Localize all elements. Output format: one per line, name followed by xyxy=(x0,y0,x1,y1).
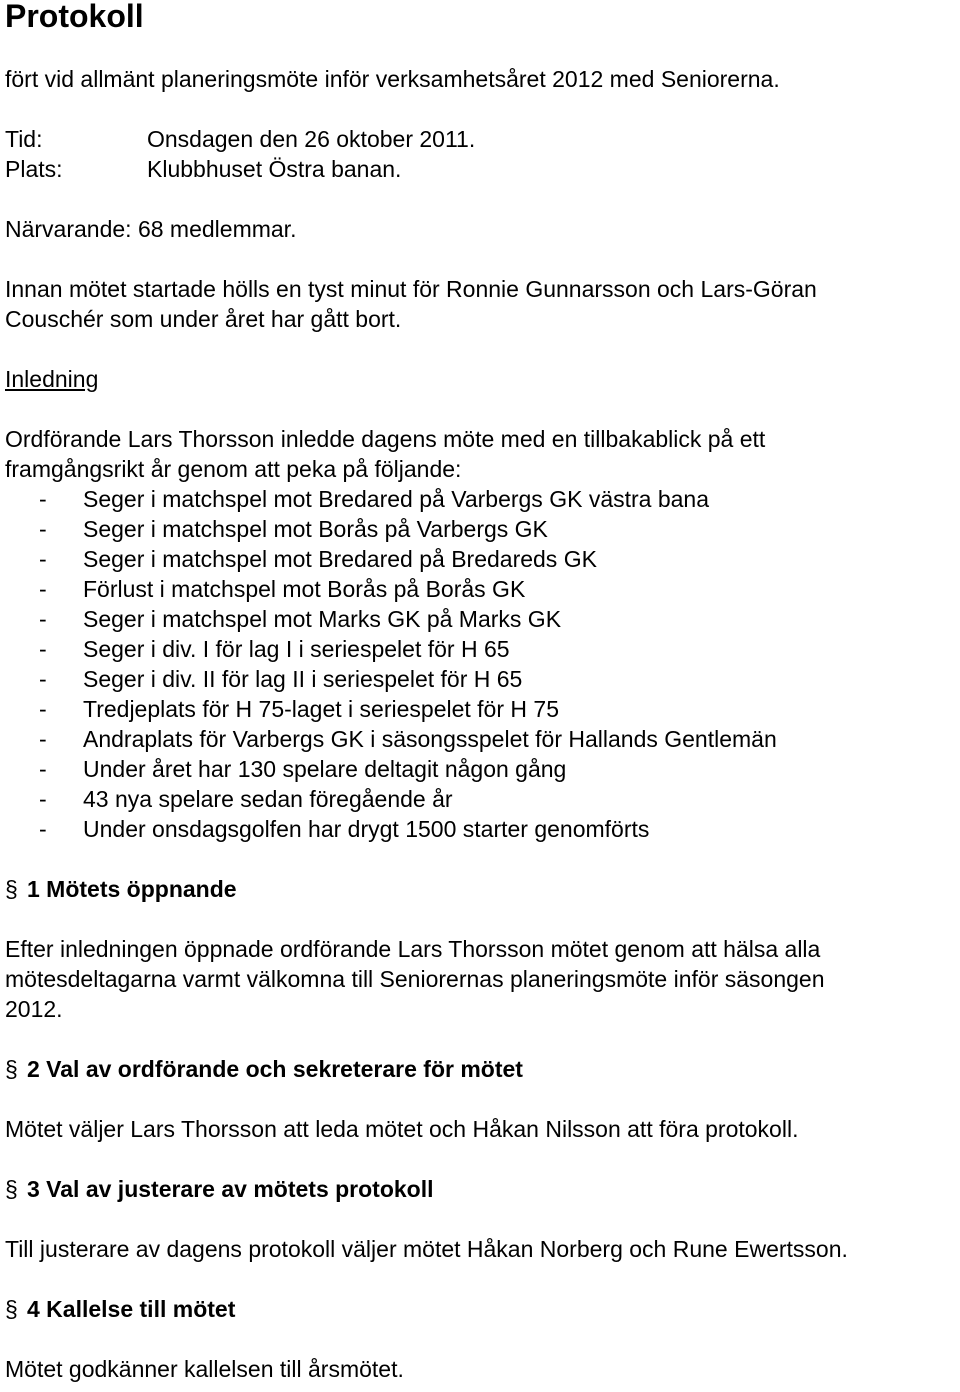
list-item-text: Seger i div. I för lag I i seriespelet för H 65 xyxy=(83,636,510,662)
memorial-line-2: Couschér som under året har gått bort. xyxy=(5,306,402,332)
time-value: Onsdagen den 26 oktober 2011. xyxy=(147,126,476,152)
document-page xyxy=(5,0,955,1384)
section-heading-text: 3 Val av justerare av mötets protokoll xyxy=(27,1176,434,1202)
paragraph-section-icon: § xyxy=(5,1176,18,1202)
list-item xyxy=(5,604,955,634)
inledning-line-2: framgångsrikt år genom att peka på följande: xyxy=(5,456,462,482)
document-title: Protokoll xyxy=(5,0,144,34)
list-item-text: Andraplats för Varbergs GK i säsongsspelet för Hallands Gentlemän xyxy=(83,726,777,752)
section-heading-text: 4 Kallelse till mötet xyxy=(27,1296,236,1322)
place-value: Klubbhuset Östra banan. xyxy=(147,156,402,182)
list-item-text: Förlust i matchspel mot Borås på Borås GK xyxy=(83,576,526,602)
list-item-text: Seger i matchspel mot Marks GK på Marks GK xyxy=(83,606,562,632)
sections-container xyxy=(5,844,955,1384)
list-dash: - xyxy=(39,636,47,662)
list-dash: - xyxy=(39,696,47,722)
section-4-text-line: Mötet godkänner kallelsen till årsmötet. xyxy=(5,1356,404,1382)
list-item xyxy=(5,754,955,784)
meta-time-row xyxy=(5,124,955,154)
list-dash: - xyxy=(39,666,47,692)
list-item xyxy=(5,664,955,694)
section-heading-1 xyxy=(5,874,955,904)
list-dash: - xyxy=(39,726,47,752)
section-1-text-line: mötesdeltagarna varmt välkomna till Seniorernas planeringsmöte inför säsongen xyxy=(5,966,825,992)
list-item-text: Under året har 130 spelare deltagit någon gång xyxy=(83,756,567,782)
memorial-line-1: Innan mötet startade hölls en tyst minut för Ronnie Gunnarsson och Lars-Göran xyxy=(5,276,817,302)
intro-text: fört vid allmänt planeringsmöte inför verksamhetsåret 2012 med Seniorerna. xyxy=(5,66,780,92)
section-heading-4 xyxy=(5,1294,955,1324)
list-item-text: Seger i matchspel mot Bredared på Varbergs GK västra bana xyxy=(83,486,710,512)
list-item xyxy=(5,514,955,544)
list-dash: - xyxy=(39,576,47,602)
place-label: Plats: xyxy=(5,156,63,182)
section-heading-2 xyxy=(5,1054,955,1084)
inledning-line-1: Ordförande Lars Thorsson inledde dagens möte med en tillbakablick på ett xyxy=(5,426,766,452)
section-2-text-line: Mötet väljer Lars Thorsson att leda mötet och Håkan Nilsson att föra protokoll. xyxy=(5,1116,799,1142)
list-item-text: Under onsdagsgolfen har drygt 1500 starter genomförts xyxy=(83,816,650,842)
list-dash: - xyxy=(39,546,47,572)
paragraph-section-icon: § xyxy=(5,876,18,902)
list-item xyxy=(5,484,955,514)
list-item xyxy=(5,814,955,844)
section-heading-3 xyxy=(5,1174,955,1204)
list-item xyxy=(5,694,955,724)
time-label: Tid: xyxy=(5,126,43,152)
list-item-text: Seger i matchspel mot Bredared på Bredareds GK xyxy=(83,546,597,572)
list-dash: - xyxy=(39,816,47,842)
paragraph-section-icon: § xyxy=(5,1056,18,1082)
section-heading-text: 1 Mötets öppnande xyxy=(27,876,237,902)
list-dash: - xyxy=(39,486,47,512)
list-item xyxy=(5,724,955,754)
inledning-heading: Inledning xyxy=(5,366,99,392)
list-item-text: Seger i matchspel mot Borås på Varbergs GK xyxy=(83,516,548,542)
list-dash: - xyxy=(39,756,47,782)
list-item-text: Seger i div. II för lag II i seriespelet för H 65 xyxy=(83,666,523,692)
list-item-text: Tredjeplats för H 75-laget i seriespelet för H 75 xyxy=(83,696,559,722)
list-dash: - xyxy=(39,606,47,632)
list-item xyxy=(5,544,955,574)
section-1-text-line: Efter inledningen öppnade ordförande Lars Thorsson mötet genom att hälsa alla xyxy=(5,936,821,962)
list-item xyxy=(5,634,955,664)
list-item xyxy=(5,784,955,814)
list-item-text: 43 nya spelare sedan föregående år xyxy=(83,786,453,812)
section-3-text-line: Till justerare av dagens protokoll väljer mötet Håkan Norberg och Rune Ewertsson. xyxy=(5,1236,848,1262)
section-heading-text: 2 Val av ordförande och sekreterare för mötet xyxy=(27,1056,523,1082)
list-dash: - xyxy=(39,516,47,542)
achievement-list xyxy=(5,484,955,844)
list-item xyxy=(5,574,955,604)
meta-place-row xyxy=(5,154,955,184)
list-dash: - xyxy=(39,786,47,812)
attendance-text: Närvarande: 68 medlemmar. xyxy=(5,216,297,242)
section-1-text-line: 2012. xyxy=(5,996,63,1022)
paragraph-section-icon: § xyxy=(5,1296,18,1322)
